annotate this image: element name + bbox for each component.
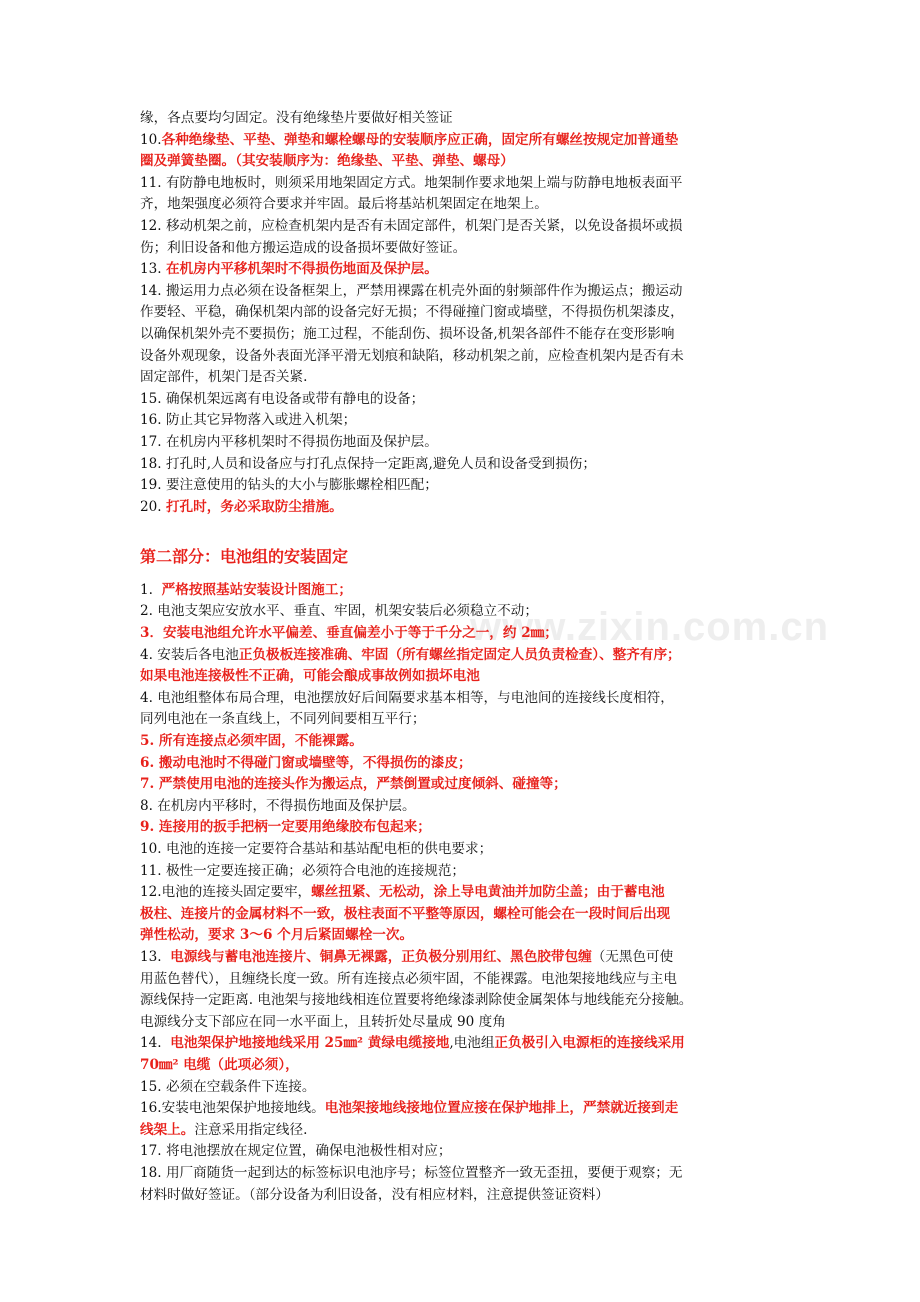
emphasis-line: 3．安装电池组允许水平偏差、垂直偏差小于等于千分之一，约 2㎜；	[140, 625, 558, 642]
text-line: 10. 电池的连接一定要符合基站和基站配电柜的供电要求；	[140, 841, 493, 857]
text-line: 12. 移动机架之前，应检查机架内是否有未固定部件，机架门是否关紧，以免设备损坏或损	[140, 217, 683, 234]
text-line: 17. 在机房内平移机架时不得损伤地面及保护层。	[140, 433, 438, 450]
item-number: 14.	[140, 1035, 162, 1052]
emphasis-text: 电池架保护地接地线采用 25㎜² 黄绿电缆接地	[170, 1035, 450, 1052]
text-line: 伤；利旧设备和他方搬运造成的设备损坏要做好签证。	[140, 239, 467, 256]
text-line: 19. 要注意使用的钻头的大小与膨胀螺栓相匹配；	[140, 477, 438, 494]
text-segment: 4. 安装后各电池	[140, 646, 239, 663]
text-line	[140, 1033, 790, 1055]
emphasis-text: 电池架接地线接地位置应接在保护地排上，严禁就近接到走	[324, 1100, 679, 1117]
watermark: www.zixin.com.cn	[470, 605, 830, 649]
text-line: 设备外观现象，设备外表面光泽平滑无划痕和缺陷，移动机架之前，应检查机架内是否有未	[140, 347, 684, 364]
text-line	[140, 1120, 790, 1142]
emphasis-line: 弹性松动，要求 3～6 个月后紧固螺栓一次。	[140, 927, 414, 944]
text-line: 用蓝色替代），且缠绕长度一致。所有连接点必须牢固，不能裸露。电池架接地线应与主电	[140, 970, 677, 987]
text-line: 18. 打孔时,人员和设备应与打孔点保持一定距离,避免人员和设备受到损伤；	[140, 455, 596, 472]
text-line: 14. 搬运用力点必须在设备框架上，严禁用裸露在机壳外面的射频部件作为搬运点；搬运动	[140, 282, 683, 299]
text-line: 固定部件，机架门是否关紧.	[140, 369, 308, 386]
emphasis-line: 如果电池连接极性不正确，可能会酿成事故例如损坏电池	[140, 668, 480, 685]
text-line: 齐，地架强度必须符合要求并牢固。最后将基站机架固定在地架上。	[140, 196, 548, 213]
emphasis-text: 线架上。	[140, 1121, 195, 1138]
text-line	[140, 497, 790, 519]
text-line: 18. 用厂商随货一起到达的标签标识电池序号；标签位置整齐一致无歪扭，要便于观察；无	[140, 1164, 683, 1181]
section-gap	[140, 518, 790, 546]
text-line: 8. 在机房内平移时，不得损伤地面及保护层。	[140, 797, 416, 814]
text-line: 作要轻、平稳，确保机架内部的设备完好无损；不得碰撞门窗或墙壁，不得损伤机架漆皮，	[140, 304, 684, 321]
text-segment: 注意采用指定线径.	[194, 1121, 308, 1138]
item-number: 13.	[140, 948, 162, 965]
emphasis-text: 各种绝缘垫、平垫、弹垫和螺栓螺母的安装顺序应正确，固定所有螺丝按规定加普通垫	[161, 131, 679, 148]
text-line	[140, 1098, 790, 1120]
text-line	[140, 645, 790, 667]
text-line: 15. 确保机架远离有电设备或带有静电的设备；	[140, 390, 425, 407]
text-line: 11. 极性一定要连接正确；必须符合电池的连接规范；	[140, 862, 466, 879]
emphasis-line: 极柱、连接片的金属材料不一致，极柱表面不平整等原因，螺栓可能会在一段时间后出现	[140, 905, 671, 922]
text-line: 17. 将电池摆放在规定位置，确保电池极性相对应；	[140, 1143, 452, 1160]
emphasis-text: 正负极板连接准确、牢固（所有螺丝指定固定人员负责检查）、整齐有序；	[238, 646, 681, 663]
emphasis-text: 在机房内平移机架时不得损伤地面及保护层。	[165, 261, 438, 278]
emphasis-line: 7. 严禁使用电池的连接头作为搬运点，严禁倒置或过度倾斜、碰撞等；	[140, 776, 567, 793]
emphasis-line: 圈及弹簧垫圈。（其安装顺序为：绝缘垫、平垫、弹垫、螺母）	[140, 153, 514, 170]
text-line: 材料时做好签证。（部分设备为利旧设备，没有相应材料，注意提供签证资料）	[140, 1186, 609, 1203]
item-number: 1.	[140, 581, 153, 598]
text-line: 电源线分支下部应在同一水平面上，且转折处尽量成 90 度角	[140, 1013, 506, 1030]
text-line: 同列电池在一条直线上，不同列间要相互平行；	[140, 711, 426, 728]
emphasis-text: 打孔时，务必采取防尘措施。	[165, 498, 343, 515]
emphasis-line: 5. 所有连接点必须牢固，不能裸露。	[140, 733, 363, 750]
text-segment: 16.安装电池架保护地接地线。	[140, 1100, 325, 1117]
text-segment: ,电池组	[449, 1035, 495, 1052]
text-line: 2. 电池支架应安放水平、垂直、牢固，机架安装后必须稳立不动；	[140, 603, 538, 620]
text-line	[140, 947, 790, 969]
emphasis-line: 70㎜² 电缆（此项必须），	[140, 1056, 299, 1073]
emphasis-line: 6. 搬动电池时不得碰门窗或墙壁等，不得损伤的漆皮；	[140, 754, 472, 771]
emphasis-text: 正负极引入电源柜的连接线采用	[494, 1035, 685, 1052]
text-line: 4. 电池组整体布局合理，电池摆放好后间隔要求基本相等，与电池间的连接线长度相符，	[140, 689, 674, 706]
document-page	[140, 108, 790, 1206]
text-line: 16. 防止其它异物落入或进入机架；	[140, 412, 357, 429]
text-line	[140, 882, 790, 904]
section-heading: 第二部分：电池组的安装固定	[140, 547, 349, 567]
text-line	[140, 259, 790, 281]
text-line: 源线保持一定距离. 电池架与接地线相连位置要将绝缘漆剥除使金属架体与地线能充分接触。	[140, 992, 693, 1009]
text-line: 15. 必须在空载条件下连接。	[140, 1078, 316, 1095]
emphasis-text: 螺丝扭紧、无松动，涂上导电黄油并加防尘盖；由于蓄电池	[311, 884, 665, 901]
item-number: 10.	[140, 131, 162, 148]
text-line: 以确保机架外壳不要损伤；施工过程，不能刮伤、损坏设备,机架各部件不能存在变形影响	[140, 325, 675, 342]
text-line: 缘，各点要均匀固定。没有绝缘垫片要做好相关签证	[140, 110, 453, 126]
emphasis-text: 严格按照基站安装设计图施工；	[161, 581, 352, 598]
text-line: 11. 有防静电地板时，则须采用地架固定方式。地架制作要求地架上端与防静电地板表面平	[140, 174, 683, 191]
item-number: 13.	[140, 261, 162, 278]
text-line	[140, 580, 790, 602]
emphasis-text: 电源线与蓄电池连接片、铜鼻无裸露，正负极分别用红、黑色胶带包缠	[170, 948, 592, 965]
text-segment: （无黑色可使	[591, 948, 674, 965]
text-segment: 12.电池的连接头固定要牢，	[140, 884, 312, 901]
text-line	[140, 130, 790, 152]
item-number: 20.	[140, 498, 162, 515]
emphasis-line: 9. 连接用的扳手把柄一定要用绝缘胶布包起来；	[140, 819, 431, 836]
